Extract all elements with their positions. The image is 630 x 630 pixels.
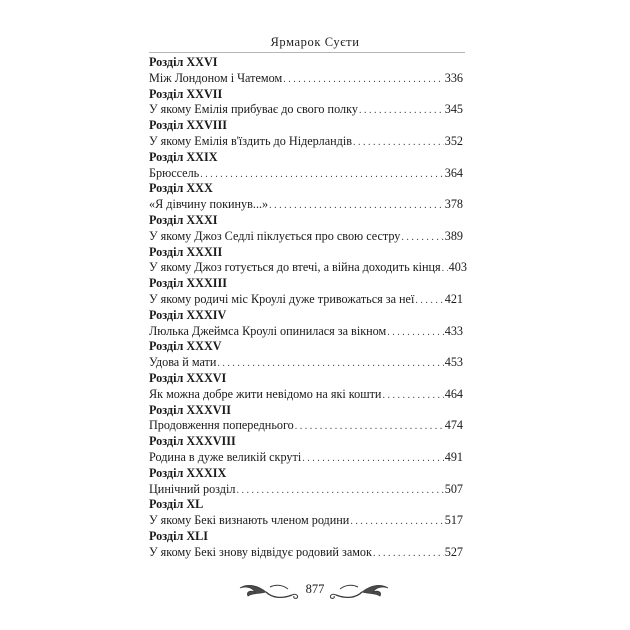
chapter-heading: Розділ XXVII	[149, 86, 223, 101]
toc-entry	[149, 339, 463, 371]
dot-leader	[302, 450, 444, 467]
toc-entry	[149, 308, 463, 340]
toc-entry	[149, 55, 463, 87]
chapter-title: У якому Бекі знову відвідує родовий замок	[149, 544, 372, 559]
page-number: 877	[305, 582, 325, 596]
dot-leader	[200, 166, 444, 183]
toc-row	[149, 134, 463, 150]
chapter-title: Родина в дуже великій скруті	[149, 449, 302, 464]
toc-row	[149, 513, 463, 529]
chapter-heading: Розділ XXXII	[149, 244, 223, 259]
chapter-heading: Розділ XLI	[149, 528, 209, 543]
dot-leader	[359, 102, 444, 119]
chapter-heading: Розділ XXVIII	[149, 118, 227, 133]
toc-row	[149, 545, 463, 561]
chapter-title: У якому Джоз Седлі піклується про свою сестру	[149, 228, 401, 243]
chapter-heading: Розділ XXXVI	[149, 370, 227, 385]
chapter-title: У якому Емілія в'їздить до Нідерландів	[149, 133, 352, 148]
chapter-title: Як можна добре жити невідомо на які кошти	[149, 386, 382, 401]
page-ref: 517	[444, 513, 463, 528]
chapter-title: У якому Емілія прибуває до свого полку	[149, 102, 358, 117]
toc-entry	[149, 87, 463, 119]
dot-leader	[353, 134, 444, 151]
dot-leader	[387, 324, 443, 341]
toc-row	[149, 292, 463, 308]
chapter-heading: Розділ XXX	[149, 181, 213, 196]
toc-row	[149, 102, 463, 118]
chapter-heading: Розділ XXIX	[149, 149, 218, 164]
chapter-title: У якому родичі міс Кроулі дуже тривожаться за неї	[149, 291, 415, 306]
header-rule	[149, 52, 465, 53]
page-ref: 421	[444, 291, 463, 306]
chapter-title: «Я дівчину покинув...»	[149, 197, 269, 212]
toc-row	[149, 450, 463, 466]
page-ref: 364	[444, 165, 463, 180]
page-ref: 474	[444, 418, 463, 433]
chapter-heading: Розділ XXVI	[149, 55, 218, 69]
toc-row	[149, 482, 463, 498]
toc-entry	[149, 150, 463, 182]
toc-row	[149, 229, 463, 245]
page-ref: 433	[444, 323, 463, 338]
toc-entry	[149, 466, 463, 498]
running-head: Ярмарок Суєти	[270, 35, 360, 49]
dot-leader	[295, 418, 444, 435]
toc-entry	[149, 244, 467, 277]
dot-leader	[283, 71, 444, 88]
page-ref: 453	[444, 355, 463, 370]
dot-leader	[236, 482, 443, 499]
dot-leader	[442, 260, 448, 277]
chapter-title: У якому Бекі визнають членом родини	[149, 513, 350, 528]
chapter-heading: Розділ XXXIII	[149, 276, 227, 291]
page-ref: 336	[444, 70, 463, 85]
dot-leader	[382, 387, 443, 404]
toc-entry	[149, 529, 463, 561]
chapter-heading: Розділ XXXVIII	[149, 434, 236, 449]
chapter-title: Брюссель	[149, 165, 200, 180]
toc-row	[149, 197, 463, 213]
table-of-contents	[149, 55, 467, 561]
chapter-title: Цинічний розділ	[149, 481, 236, 496]
chapter-heading: Розділ XXXIX	[149, 465, 227, 480]
toc-entry	[149, 276, 463, 308]
chapter-title: Продовження попереднього	[149, 418, 294, 433]
dot-leader	[401, 229, 443, 246]
dot-leader	[350, 513, 443, 530]
dot-leader	[415, 292, 443, 309]
page-ref: 403	[448, 260, 467, 275]
toc-entry	[149, 181, 463, 213]
page-ref: 378	[444, 197, 463, 212]
dot-leader	[269, 197, 444, 214]
toc-row	[149, 71, 463, 87]
page-ref: 352	[444, 133, 463, 148]
chapter-title: У якому Джоз готується до втечі, а війна доходить кінця	[149, 260, 441, 275]
toc-row	[149, 260, 467, 276]
dot-leader	[373, 545, 444, 562]
toc-entry	[149, 497, 463, 529]
chapter-heading: Розділ XXXV	[149, 339, 222, 354]
toc-row	[149, 324, 463, 340]
page-ref: 527	[444, 544, 463, 559]
chapter-heading: Розділ XL	[149, 497, 204, 512]
page-ref: 491	[444, 449, 463, 464]
page-ref: 345	[444, 102, 463, 117]
toc-entry	[149, 434, 463, 466]
page-ref: 507	[444, 481, 463, 496]
toc-entry	[149, 403, 463, 435]
toc-entry	[149, 213, 463, 245]
toc-row	[149, 355, 463, 371]
dot-leader	[217, 355, 443, 372]
chapter-heading: Розділ XXXVII	[149, 402, 232, 417]
toc-entry	[149, 371, 463, 403]
chapter-title: Між Лондоном і Чатемом	[149, 70, 283, 85]
page-ref: 389	[444, 228, 463, 243]
chapter-heading: Розділ XXXI	[149, 212, 218, 227]
toc-entry	[149, 118, 463, 150]
toc-row	[149, 387, 463, 403]
toc-row	[149, 166, 463, 182]
chapter-heading: Розділ XXXIV	[149, 307, 227, 322]
chapter-title: Удова й мати	[149, 355, 217, 370]
page-ref: 464	[444, 386, 463, 401]
chapter-title: Люлька Джеймса Кроулі опинилася за вікном	[149, 323, 387, 338]
toc-row	[149, 418, 463, 434]
